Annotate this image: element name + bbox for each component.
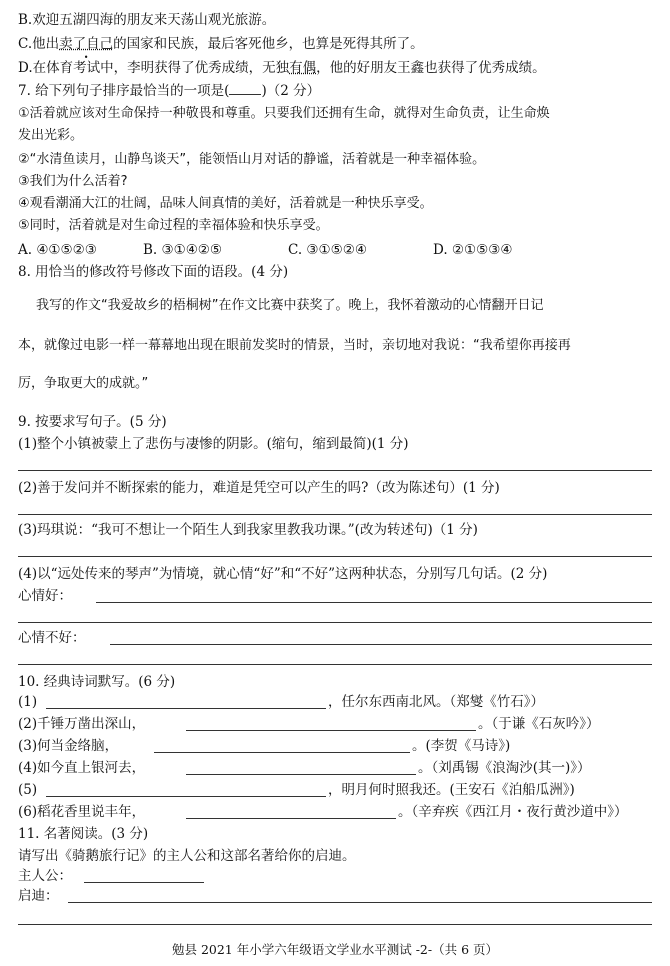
poem-1-post: ，任尔东西南北风。（郑燮《竹石》） — [328, 694, 544, 710]
q6c-emphasis: 卖了自己 — [59, 36, 114, 52]
mood-good-label: 心情好： — [18, 588, 72, 604]
poem-2-blank[interactable] — [186, 730, 476, 731]
mood-good-answer-line-2[interactable] — [18, 622, 652, 623]
q9-item-1: (1)整个小镇被蒙上了悲伤与凄惨的阴影。(缩句，缩到最简)(1 分) — [18, 436, 409, 452]
poem-6-blank[interactable] — [186, 818, 396, 819]
q9-3-answer-line[interactable] — [18, 556, 652, 557]
q8-paragraph-line-2: 本，就像过电影一样一幕幕地出现在眼前发奖时的情景，当时，亲切地对我说：“我希望你再接再 — [18, 338, 571, 353]
poem-6-pre: (6)稻花香里说丰年， — [18, 804, 146, 820]
q7-sentence-3: ③我们为什么活着? — [18, 174, 128, 189]
poem-3-post: 。(李贺《马诗》) — [412, 738, 511, 754]
q7-title-pre: 7. 给下列句子排序最恰当的一项是( — [18, 83, 230, 99]
page-footer: 勉县 2021 年小学六年级语文学业水平测试 -2-（共 6 页） — [171, 942, 499, 957]
q7-title — [18, 80, 320, 101]
q8-paragraph-line-1: 我写的作文“我爱故乡的梧桐树”在作文比赛中获奖了。晚上，我怀着激动的心情翻开日记 — [36, 298, 544, 313]
q7-sentence-1a: ①活着就应该对生命保持一种敬畏和尊重。只要我们还拥有生命，就得对生命负责，让生命焕 — [18, 106, 550, 121]
mood-good-answer-line[interactable] — [96, 602, 652, 603]
hero-answer-line[interactable] — [84, 882, 204, 883]
poem-5-blank[interactable] — [46, 796, 326, 797]
poem-6-post: 。（辛弃疾《西江月・夜行黄沙道中》） — [398, 804, 628, 820]
q10-title: 10. 经典诗词默写。(6 分) — [18, 674, 176, 690]
q7-option-c[interactable]: C. ③①⑤②④ — [288, 242, 367, 258]
q6c-text-post: 的国家和民族，最后客死他乡，也算是死得其所了。 — [113, 36, 424, 52]
q8-paragraph-line-3: 厉，争取更大的成就。” — [18, 376, 149, 391]
mood-bad-answer-line[interactable] — [110, 644, 652, 645]
poem-1-pre: (1) — [18, 694, 38, 710]
q7-sentence-4: ④观看潮涌大江的壮阔，品味人间真情的美好，活着就是一种快乐享受。 — [18, 196, 433, 211]
poem-3-blank[interactable] — [154, 752, 410, 753]
q7-option-a[interactable]: A. ④①⑤②③ — [18, 242, 97, 258]
insight-answer-line-2[interactable] — [18, 924, 652, 925]
q7-title-post: )（2 分） — [261, 83, 321, 99]
poem-3-pre: (3)何当金络脑， — [18, 738, 119, 754]
q8-title: 8. 用恰当的修改符号修改下面的语段。(4 分) — [18, 264, 289, 280]
hero-label: 主人公： — [18, 868, 72, 884]
q9-1-answer-line[interactable] — [18, 470, 652, 471]
q6-option-d — [18, 58, 546, 78]
q6-option-c — [18, 34, 424, 54]
q9-item-2: (2)善于发问并不断探索的能力，难道是凭空可以产生的吗?（改为陈述句）(1 分) — [18, 480, 500, 496]
q6d-text-post: ，他的好朋友王鑫也获得了优秀成绩。 — [316, 60, 546, 76]
poem-4-blank[interactable] — [186, 774, 416, 775]
q6d-text-pre: D.在体育考试中，李明获得了优秀成绩，无独 — [18, 60, 290, 76]
poem-1-blank[interactable] — [46, 708, 326, 709]
q7-answer-blank[interactable] — [229, 80, 261, 95]
poem-2-pre: (2)千锤万凿出深山， — [18, 716, 146, 732]
q9-item-4: (4)以“远处传来的琴声”为情境，就心情“好”和“不好”这两种状态，分别写几句话。(2 分) — [18, 566, 548, 582]
poem-4-pre: (4)如今直上银河去， — [18, 760, 146, 776]
insight-answer-line[interactable] — [68, 902, 652, 903]
q6c-text-pre: C.他出 — [18, 36, 60, 52]
poem-4-post: 。（刘禹锡《浪淘沙(其一)》） — [418, 760, 591, 776]
q9-title: 9. 按要求写句子。(5 分) — [18, 414, 167, 430]
q6-option-b: B.欢迎五湖四海的朋友来天荡山观光旅游。 — [18, 12, 276, 28]
q7-sentence-1b: 发出光彩。 — [18, 128, 84, 143]
poem-5-pre: (5) — [18, 782, 38, 798]
q7-option-b[interactable]: B. ③①④②⑤ — [143, 242, 223, 258]
q7-sentence-5: ⑤同时，活着就是对生命过程的幸福体验和快乐享受。 — [18, 218, 329, 233]
poem-2-post: 。（于谦《石灰吟》） — [478, 716, 600, 732]
poem-5-post: ，明月何时照我还。(王安石《泊船瓜洲》) — [328, 782, 575, 798]
q7-sentence-2: ②“水清鱼读月，山静鸟谈天”，能领悟山月对话的静谧，活着就是一种幸福体验。 — [18, 152, 486, 167]
insight-label: 启迪： — [18, 888, 59, 904]
mood-bad-label: 心情不好： — [18, 630, 86, 646]
q11-title: 11. 名著阅读。(3 分) — [18, 826, 149, 842]
q6d-emphasis: 有偶 — [289, 60, 317, 76]
mood-bad-answer-line-2[interactable] — [18, 664, 652, 665]
q9-item-3: (3)玛琪说：“我可不想让一个陌生人到我家里教我功课。”(改为转述句)（1 分) — [18, 522, 478, 538]
q11-prompt: 请写出《骑鹅旅行记》的主人公和这部名著给你的启迪。 — [18, 848, 356, 864]
q9-2-answer-line[interactable] — [18, 514, 652, 515]
q7-option-d[interactable]: D. ②①⑤③④ — [433, 242, 513, 258]
q7-options — [18, 240, 573, 260]
